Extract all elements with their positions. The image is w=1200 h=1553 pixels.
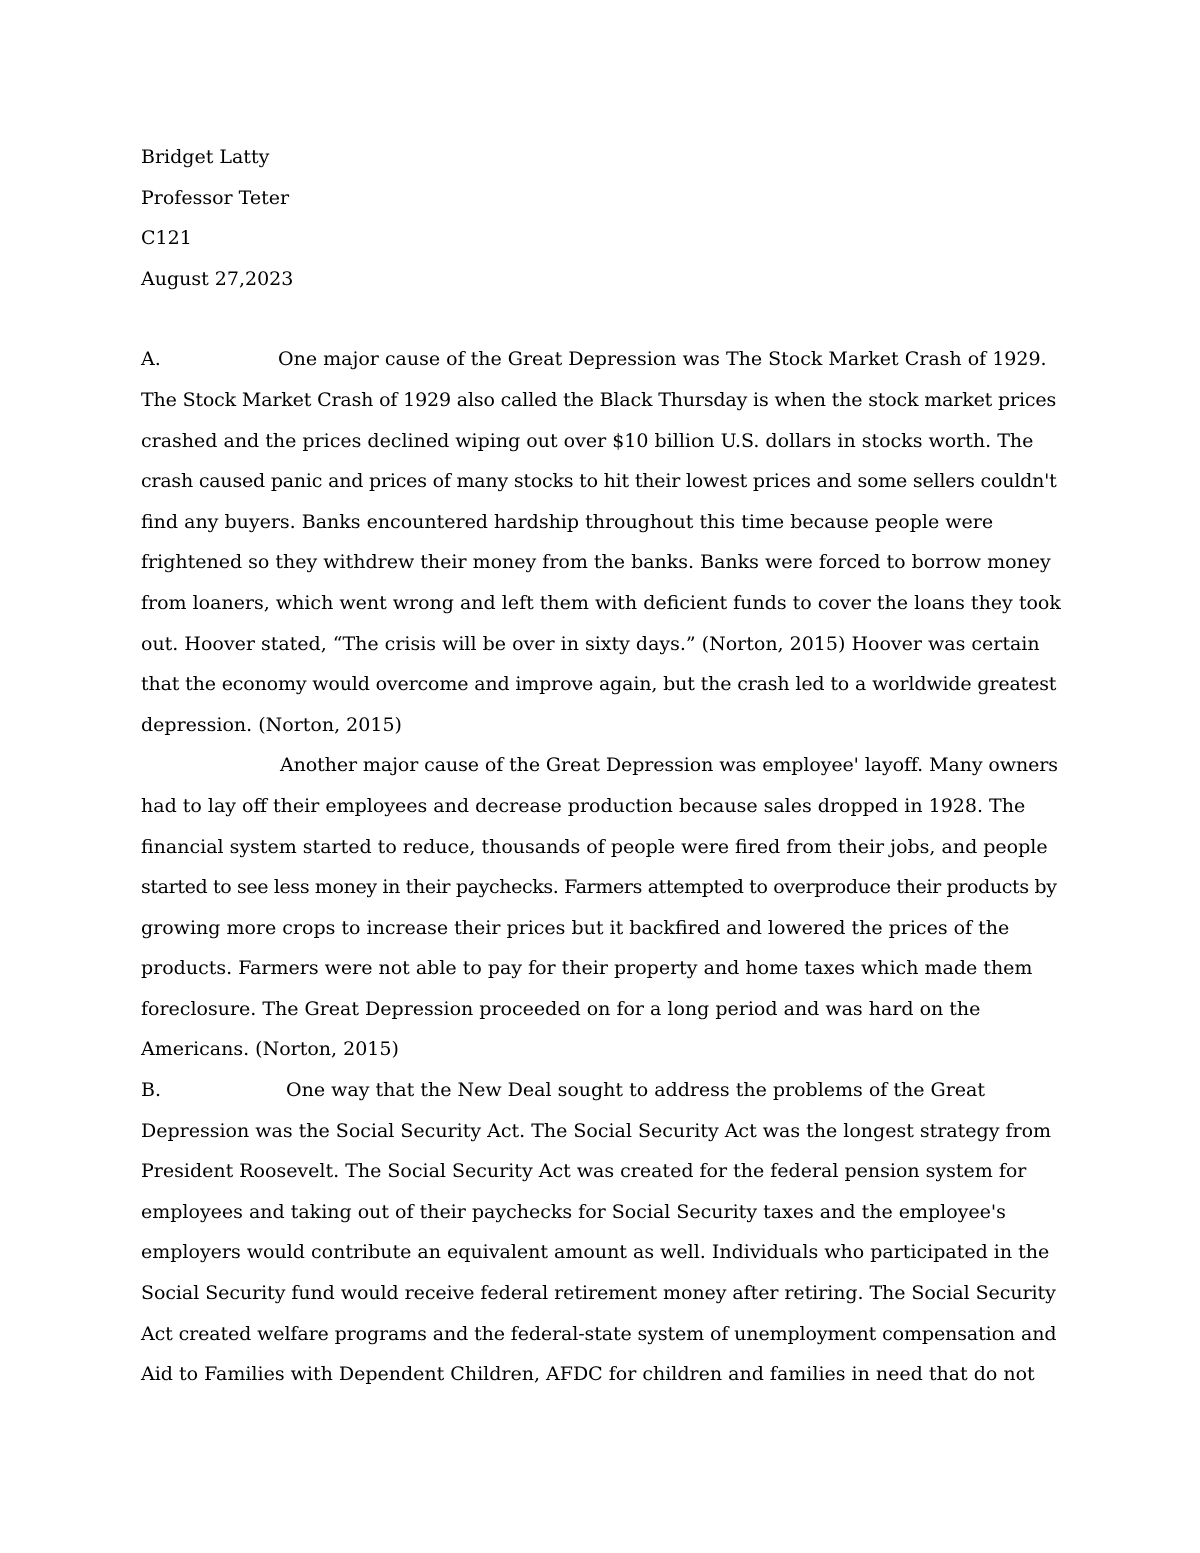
paragraph-line: that the economy would overcome and improve again, but the crash led to a worldwide greatest — [141, 673, 1057, 696]
paragraph-line: Aid to Families with Dependent Children, AFDC for children and families in need that do not — [141, 1363, 1035, 1386]
paragraph-line: from loaners, which went wrong and left them with deficient funds to cover the loans they took — [141, 591, 1061, 614]
paragraph-line: Another major cause of the Great Depression was employee' layoff. Many owners — [280, 754, 1058, 777]
paragraph-line: Social Security fund would receive federal retirement money after retiring. The Social Security — [141, 1282, 1056, 1305]
paragraph-line: foreclosure. The Great Depression proceeded on for a long period and was hard on the — [141, 997, 981, 1020]
paragraph-line: products. Farmers were not able to pay for their property and home taxes which made them — [141, 957, 1033, 980]
paragraph-line: find any buyers. Banks encountered hardship throughout this time because people were — [141, 510, 994, 533]
paragraph-line: started to see less money in their paychecks. Farmers attempted to overproduce their products by — [141, 876, 1057, 899]
paragraph-line: growing more crops to increase their prices but it backfired and lowered the prices of the — [141, 916, 1010, 939]
paragraph-line: Americans. (Norton, 2015) — [141, 1038, 399, 1061]
document-date: August 27,2023 — [141, 267, 294, 290]
professor-name: Professor Teter — [141, 186, 290, 209]
paragraph-line: financial system started to reduce, thousands of people were fired from their jobs, and people — [141, 835, 1048, 858]
paragraph-line: President Roosevelt. The Social Security Act was created for the federal pension system for — [141, 1160, 1027, 1183]
paragraph-line: Act created welfare programs and the federal-state system of unemployment compensation and — [141, 1322, 1057, 1345]
paragraph-line: employers would contribute an equivalent amount as well. Individuals who participated in the — [141, 1241, 1050, 1264]
paragraph-line: frightened so they withdrew their money from the banks. Banks were forced to borrow money — [141, 551, 1051, 574]
document-body — [141, 137, 1061, 1395]
section-a-marker: A. — [141, 348, 161, 371]
section-a-line — [141, 339, 1061, 380]
paragraph-line: The Stock Market Crash of 1929 also called the Black Thursday is when the stock market prices — [141, 388, 1057, 411]
section-b-line — [141, 1070, 1061, 1111]
header-spacer — [141, 299, 1061, 339]
paragraph-line: Depression was the Social Security Act. The Social Security Act was the longest strategy from — [141, 1119, 1052, 1142]
paragraph-line: had to lay off their employees and decrease production because sales dropped in 1928. The — [141, 794, 1026, 817]
paragraph-line: crashed and the prices declined wiping out over $10 billion U.S. dollars in stocks worth. The — [141, 429, 1034, 452]
paragraph-line: One major cause of the Great Depression was The Stock Market Crash of 1929. — [278, 348, 1047, 371]
paragraph-line: One way that the New Deal sought to address the problems of the Great — [286, 1079, 985, 1102]
paragraph-line: employees and taking out of their paychecks for Social Security taxes and the employee's — [141, 1200, 1006, 1223]
paragraph-line: depression. (Norton, 2015) — [141, 713, 402, 736]
paragraph-line: crash caused panic and prices of many stocks to hit their lowest prices and some sellers couldn't — [141, 470, 1057, 493]
section-b-marker: B. — [141, 1079, 162, 1102]
author-name: Bridget Latty — [141, 146, 270, 168]
paragraph-line: out. Hoover stated, “The crisis will be over in sixty days.” (Norton, 2015) Hoover was certain — [141, 632, 1040, 655]
course-code: C121 — [141, 227, 192, 250]
